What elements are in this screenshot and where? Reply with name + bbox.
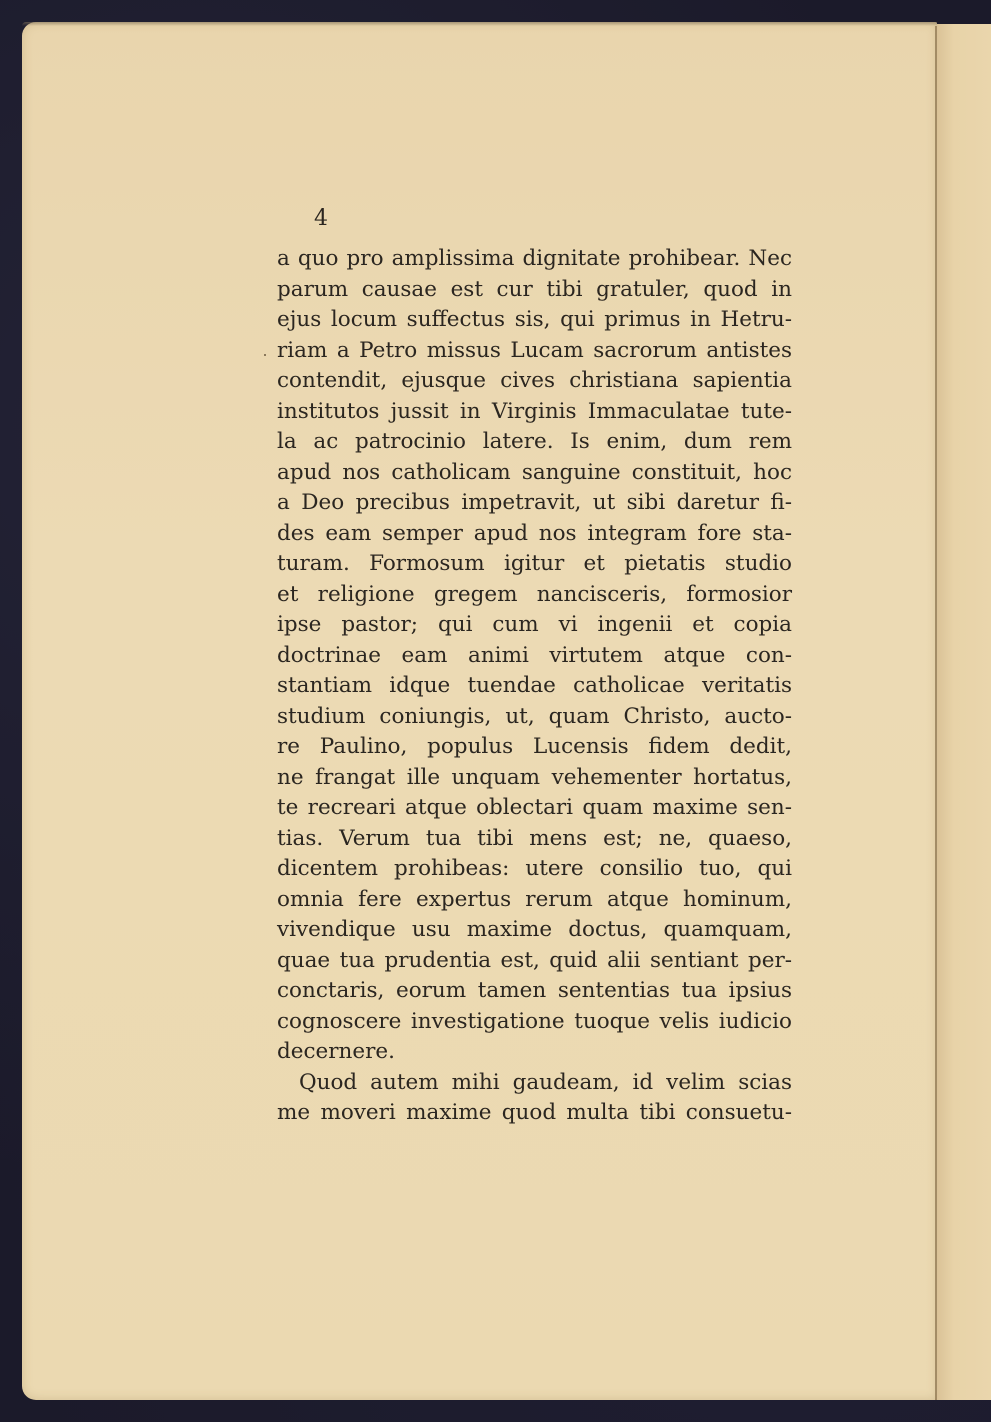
text-line: te recreari atque oblectari quam maxime sen- (277, 795, 792, 820)
text-line: ejus locum suffectus sis, qui primus in Hetru- (277, 307, 792, 332)
text-line: omnia fere expertus rerum atque hominum, (277, 886, 792, 912)
page-top-edge (22, 22, 937, 26)
page-number: 4 (314, 206, 328, 231)
text-line: et religione gregem nancisceris, formosior (277, 581, 792, 607)
text-line: des eam semper apud nos integram fore sta- (277, 520, 792, 546)
body-text (277, 244, 792, 1129)
text-line: quae tua prudentia est, quid alii sentiant per- (277, 947, 792, 973)
text-line: apud nos catholicam sanguine constituit, hoc (277, 459, 792, 485)
text-line: parum causae est cur tibi gratuler, quod in (277, 276, 792, 302)
adjacent-page-edge (936, 24, 991, 1400)
page-fold-line (935, 26, 937, 1400)
text-line: institutos jussit in Virginis Immaculatae tute- (277, 398, 792, 424)
text-line: dicentem prohibeas: utere consilio tuo, qui (277, 856, 792, 881)
text-line: vivendique usu maxime doctus, quamquam, (277, 917, 792, 942)
text-line: ipse pastor; qui cum vi ingenii et copia (277, 612, 792, 637)
text-line: conctaris, eorum tamen sententias tua ipsius (277, 978, 792, 1003)
text-line: turam. Formosum igitur et pietatis studio (277, 551, 792, 576)
paragraph-end-line: decernere. (277, 1039, 395, 1064)
text-line: me moveri maxime quod multa tibi consuetu- (277, 1100, 792, 1125)
text-line: doctrinae eam animi virtutem atque con- (277, 642, 792, 668)
text-line: contendit, ejusque cives christiana sapientia (277, 368, 792, 393)
text-line: tias. Verum tua tibi mens est; ne, quaeso, (277, 825, 792, 851)
margin-speck (264, 354, 266, 356)
text-line: studium coniungis, ut, quam Christo, aucto- (277, 703, 792, 729)
text-line: a Deo precibus impetravit, ut sibi daretur fi- (277, 490, 792, 515)
text-line: a quo pro amplissima dignitate prohibear. Nec (277, 246, 792, 271)
text-line: stantiam idque tuendae catholicae veritatis (277, 673, 792, 698)
text-line: ne frangat ille unquam vehementer hortatus, (277, 764, 792, 790)
text-line: cognoscere investigatione tuoque velis iudicio (277, 1008, 792, 1034)
paragraph-start-line: Quod autem mihi gaudeam, id velim scias (299, 1069, 792, 1095)
text-line: re Paulino, populus Lucensis fidem dedit, (277, 734, 792, 759)
text-line: riam a Petro missus Lucam sacrorum antistes (277, 337, 792, 363)
text-line: la ac patrocinio latere. Is enim, dum rem (277, 429, 792, 454)
